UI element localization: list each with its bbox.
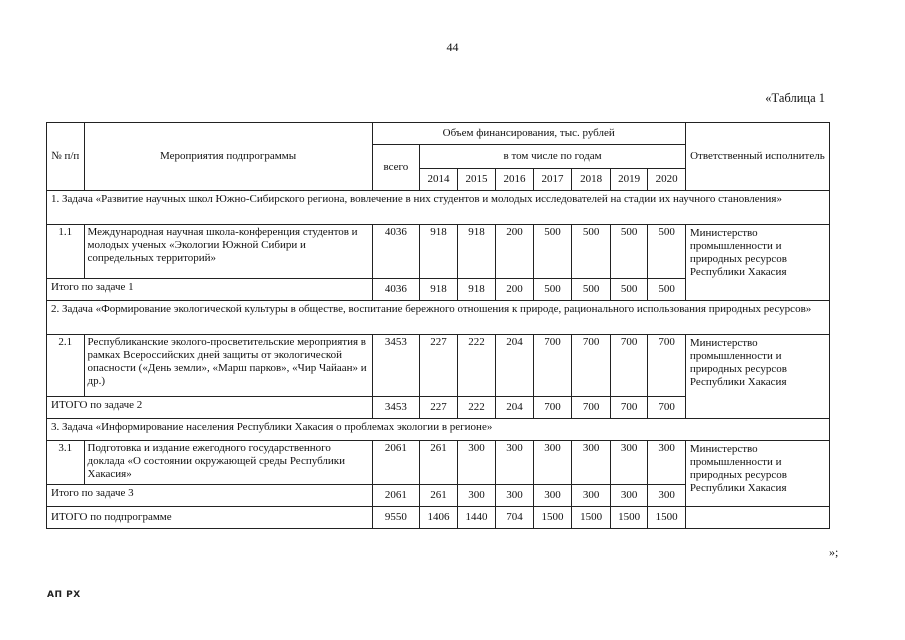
grand-total-row xyxy=(47,507,830,529)
grand-total-value: 1500 xyxy=(648,507,686,529)
footer-stamp: АП РХ xyxy=(47,590,81,600)
item-value: 300 xyxy=(457,441,496,485)
col-header-num: № п/п xyxy=(47,123,85,191)
item-number: 3.1 xyxy=(47,441,85,485)
col-header-year: 2020 xyxy=(648,169,686,191)
col-header-year: 2017 xyxy=(533,169,572,191)
col-header-year: 2018 xyxy=(572,169,611,191)
grand-total-value: 1406 xyxy=(420,507,458,529)
item-value: 227 xyxy=(420,335,458,397)
item-value: 300 xyxy=(648,441,686,485)
item-value: 204 xyxy=(496,335,534,397)
closing-quote-mark: »; xyxy=(829,545,839,559)
task-total-value: 4036 xyxy=(372,279,420,301)
item-value: 700 xyxy=(610,335,648,397)
col-header-activities: Мероприятия подпрограммы xyxy=(84,123,372,191)
item-value: 300 xyxy=(496,441,534,485)
item-value: 222 xyxy=(457,335,496,397)
col-header-year: 2016 xyxy=(496,169,534,191)
task-total-value: 200 xyxy=(496,279,534,301)
item-value: 3453 xyxy=(372,335,420,397)
grand-total-value: 704 xyxy=(496,507,534,529)
item-value: 500 xyxy=(610,225,648,279)
grand-total-value: 1500 xyxy=(610,507,648,529)
task-total-value: 700 xyxy=(648,397,686,419)
col-header-year: 2015 xyxy=(457,169,496,191)
col-header-by-years: в том числе по годам xyxy=(420,145,686,169)
col-header-year: 2014 xyxy=(420,169,458,191)
task-total-value: 2061 xyxy=(372,485,420,507)
task-total-value: 204 xyxy=(496,397,534,419)
task-total-value: 500 xyxy=(533,279,572,301)
task-title-row xyxy=(47,301,830,335)
item-number: 2.1 xyxy=(47,335,85,397)
item-value: 200 xyxy=(496,225,534,279)
task-total-value: 700 xyxy=(572,397,611,419)
item-activity: Подготовка и издание ежегодного государственного доклада «О состоянии окружающей среды Республики Хакасия» xyxy=(84,441,372,485)
item-value: 918 xyxy=(420,225,458,279)
item-activity: Республиканские эколого-просветительские мероприятия в рамках Всероссийских дней защиты от экологической опасности («День земли», «Марш парков», «Чир Чайаан» и др.) xyxy=(84,335,372,397)
item-value: 700 xyxy=(648,335,686,397)
item-responsible: Министерство промышленности и природных ресурсов Республики Хакасия xyxy=(685,441,829,507)
item-value: 500 xyxy=(648,225,686,279)
task-title: 3. Задача «Информирование населения Республики Хакасия о проблемах экологии в регионе» xyxy=(47,419,830,441)
task-total-value: 261 xyxy=(420,485,458,507)
item-responsible: Министерство промышленности и природных ресурсов Республики Хакасия xyxy=(685,335,829,419)
item-value: 4036 xyxy=(372,225,420,279)
item-value: 500 xyxy=(533,225,572,279)
task-title: 2. Задача «Формирование экологической культуры в обществе, воспитание бережного отношения к природе, рационального использования природных ресурсов» xyxy=(47,301,830,335)
col-header-responsible: Ответственный исполнитель xyxy=(685,123,829,191)
task-total-value: 918 xyxy=(420,279,458,301)
task-total-value: 500 xyxy=(648,279,686,301)
task-total-label: Итого по задаче 1 xyxy=(47,279,373,301)
task-total-value: 700 xyxy=(610,397,648,419)
item-value: 700 xyxy=(572,335,611,397)
item-number: 1.1 xyxy=(47,225,85,279)
subprogram-funding-table xyxy=(46,122,830,529)
grand-total-label: ИТОГО по подпрограмме xyxy=(47,507,373,529)
grand-total-value: 1500 xyxy=(572,507,611,529)
grand-total-responsible-empty xyxy=(685,507,829,529)
col-header-year: 2019 xyxy=(610,169,648,191)
task-total-label: Итого по задаче 3 xyxy=(47,485,373,507)
task-total-value: 300 xyxy=(610,485,648,507)
col-header-total: всего xyxy=(372,145,420,191)
grand-total-value: 1500 xyxy=(533,507,572,529)
task-total-value: 500 xyxy=(610,279,648,301)
table-row xyxy=(47,225,830,279)
page-number: 44 xyxy=(446,40,459,54)
task-total-value: 300 xyxy=(496,485,534,507)
grand-total-value: 1440 xyxy=(457,507,496,529)
item-value: 500 xyxy=(572,225,611,279)
task-total-value: 500 xyxy=(572,279,611,301)
item-value: 261 xyxy=(420,441,458,485)
table-row xyxy=(47,441,830,485)
task-total-value: 227 xyxy=(420,397,458,419)
task-title: 1. Задача «Развитие научных школ Южно-Сибирского региона, вовлечение в них студентов и молодых исследователей на стадии их научного становления» xyxy=(47,191,830,225)
task-total-label: ИТОГО по задаче 2 xyxy=(47,397,373,419)
task-total-value: 918 xyxy=(457,279,496,301)
item-activity: Международная научная школа-конференция студентов и молодых ученых «Экологии Южной Сибири и сопредельных территорий» xyxy=(84,225,372,279)
table-caption: «Таблица 1 xyxy=(765,91,825,105)
task-total-value: 3453 xyxy=(372,397,420,419)
task-total-value: 300 xyxy=(572,485,611,507)
item-value: 300 xyxy=(533,441,572,485)
item-responsible: Министерство промышленности и природных ресурсов Республики Хакасия xyxy=(685,225,829,301)
item-value: 700 xyxy=(533,335,572,397)
task-total-value: 222 xyxy=(457,397,496,419)
item-value: 300 xyxy=(610,441,648,485)
item-value: 300 xyxy=(572,441,611,485)
task-total-value: 300 xyxy=(533,485,572,507)
item-value: 2061 xyxy=(372,441,420,485)
item-value: 918 xyxy=(457,225,496,279)
col-header-funding: Объем финансирования, тыс. рублей xyxy=(372,123,685,145)
task-total-value: 700 xyxy=(533,397,572,419)
table-row xyxy=(47,335,830,397)
task-total-value: 300 xyxy=(648,485,686,507)
task-title-row xyxy=(47,191,830,225)
grand-total-value: 9550 xyxy=(372,507,420,529)
task-title-row xyxy=(47,419,830,441)
task-total-value: 300 xyxy=(457,485,496,507)
